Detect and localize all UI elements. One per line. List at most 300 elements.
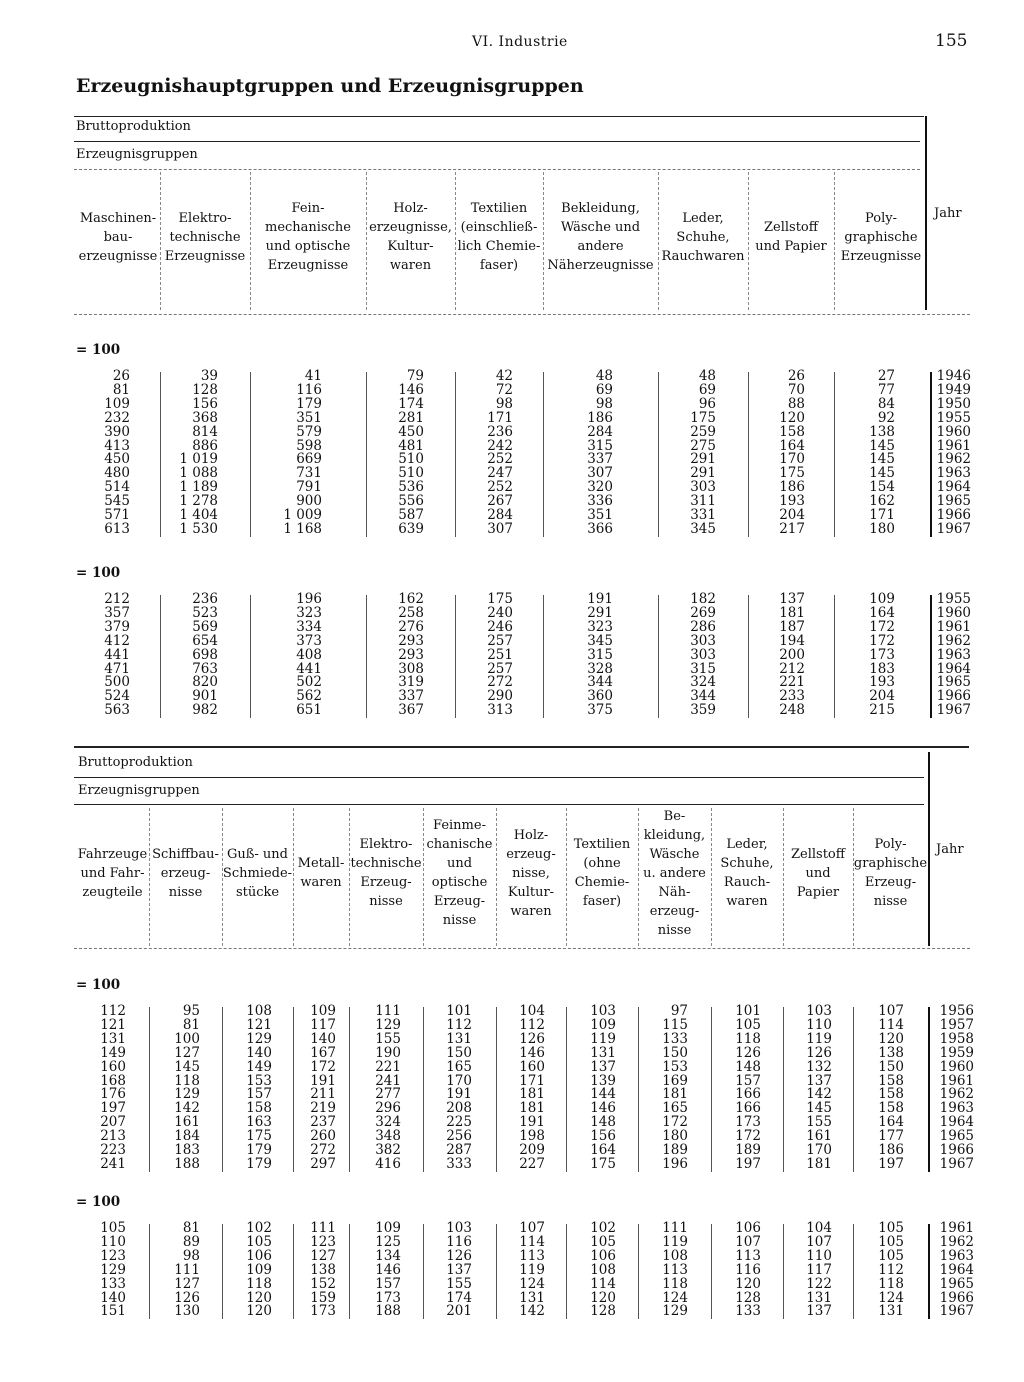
table2-header-divider-0 bbox=[149, 808, 150, 946]
table2-cell: 137 bbox=[590, 1058, 616, 1075]
table2-cell: 177 bbox=[878, 1128, 904, 1145]
table1-cell: 196 bbox=[296, 591, 322, 607]
table1-cell: 587 bbox=[398, 507, 424, 523]
table2-cell: 102 bbox=[590, 1220, 616, 1236]
table1-cell: 187 bbox=[779, 618, 805, 635]
table1-cell: 901 bbox=[192, 688, 218, 705]
table2-cell: 110 bbox=[100, 1233, 126, 1250]
table1-cell: 170 bbox=[779, 451, 805, 468]
table1-cell: 315 bbox=[690, 660, 716, 677]
table2-cell: 153 bbox=[662, 1058, 688, 1075]
table1-cell: 351 bbox=[296, 409, 322, 426]
table2-cell: 146 bbox=[519, 1044, 545, 1061]
table2-cell: 223 bbox=[100, 1142, 126, 1158]
table2-col-header-10: Zellstoff und Papier bbox=[791, 846, 845, 900]
table2-cell: 125 bbox=[375, 1233, 401, 1250]
table2-cell: 121 bbox=[100, 1016, 126, 1033]
table2-cell: 104 bbox=[519, 1003, 545, 1019]
table2-col-header-8: Be- kleidung, Wäsche u. andere Näh- erzeug- nisse bbox=[643, 808, 706, 938]
table2-col-header-5: Feinme- chanische und optische Erzeug- nisse bbox=[426, 818, 493, 928]
table2-year-cell: 1967 bbox=[939, 1303, 974, 1320]
table1-cell: 291 bbox=[690, 451, 716, 468]
table2-cell: 166 bbox=[735, 1086, 761, 1103]
table1-cell: 81 bbox=[112, 381, 130, 398]
table1-header-divider-2 bbox=[366, 172, 367, 310]
table1-cell: 556 bbox=[398, 493, 424, 510]
table2-cell: 142 bbox=[174, 1100, 200, 1117]
table1-cell: 48 bbox=[595, 368, 613, 384]
table1-cell: 193 bbox=[869, 674, 895, 691]
table2-cell: 197 bbox=[100, 1100, 126, 1117]
table1-cell: 1 278 bbox=[179, 493, 218, 510]
table2-cell: 157 bbox=[375, 1275, 401, 1292]
table2-cell: 181 bbox=[519, 1086, 545, 1103]
table1-block-0-divider-1 bbox=[250, 372, 251, 537]
table1-cell: 251 bbox=[487, 646, 513, 663]
table2-cell: 113 bbox=[735, 1247, 761, 1264]
table1-cell: 269 bbox=[690, 604, 716, 621]
table1-cell: 337 bbox=[587, 451, 613, 468]
table2-cell: 170 bbox=[806, 1142, 832, 1158]
table2-cell: 132 bbox=[806, 1058, 832, 1075]
table2-cell: 198 bbox=[519, 1128, 545, 1145]
table1-cell: 360 bbox=[587, 688, 613, 705]
table2-cell: 208 bbox=[446, 1100, 472, 1117]
table2-cell: 131 bbox=[878, 1303, 904, 1320]
table1-cell: 145 bbox=[869, 465, 895, 482]
table2-cell: 152 bbox=[310, 1275, 336, 1292]
table1-cell: 337 bbox=[398, 688, 424, 705]
table2-cell: 161 bbox=[806, 1128, 832, 1145]
table1-cell: 98 bbox=[495, 395, 513, 412]
table2-cell: 133 bbox=[662, 1030, 688, 1047]
table1-cell: 109 bbox=[104, 395, 130, 412]
table1-cell: 336 bbox=[587, 493, 613, 510]
table1-cell: 1 189 bbox=[179, 479, 218, 496]
table2-cell: 127 bbox=[310, 1247, 336, 1264]
table2-cell: 227 bbox=[519, 1155, 545, 1172]
table2-col-header-1: Schiffbau- erzeug- nisse bbox=[152, 846, 219, 900]
table2-cell: 170 bbox=[446, 1072, 472, 1089]
table2-year-cell: 1959 bbox=[939, 1044, 974, 1061]
table1-year-cell: 1960 bbox=[936, 604, 971, 621]
table1-header-divider-7 bbox=[834, 172, 835, 310]
table1-cell: 331 bbox=[690, 507, 716, 523]
table1-cell: 328 bbox=[587, 660, 613, 677]
table1-year-cell: 1967 bbox=[936, 702, 971, 719]
table1-cell: 42 bbox=[495, 368, 513, 384]
table1-cell: 145 bbox=[869, 437, 895, 454]
table2-cell: 142 bbox=[806, 1086, 832, 1103]
table2-col-header-3: Metall- waren bbox=[297, 856, 345, 890]
table2-cell: 150 bbox=[446, 1044, 472, 1061]
table2-cell: 117 bbox=[310, 1016, 336, 1033]
table2-year-cell: 1963 bbox=[939, 1247, 974, 1264]
table2-cell: 101 bbox=[735, 1003, 761, 1019]
table2-cell: 221 bbox=[375, 1058, 401, 1075]
table1-cell: 368 bbox=[192, 409, 218, 426]
table1-cell: 252 bbox=[487, 451, 513, 468]
table2-header-divider-8 bbox=[711, 808, 712, 946]
table1-cell: 154 bbox=[869, 479, 895, 496]
table1-col-header-4: Textilien (einschließ- lich Chemie- faser) bbox=[457, 201, 541, 273]
table1-cell: 324 bbox=[690, 674, 716, 691]
table1-cell: 120 bbox=[779, 409, 805, 426]
table1-cell: 480 bbox=[104, 465, 130, 482]
table1-cell: 217 bbox=[779, 520, 805, 537]
table1-cell: 450 bbox=[104, 451, 130, 468]
table2-year-cell: 1965 bbox=[939, 1128, 974, 1145]
table1-cell: 252 bbox=[487, 479, 513, 496]
table1-cell: 345 bbox=[587, 632, 613, 649]
table2-cell: 164 bbox=[590, 1142, 616, 1158]
table1-cell: 39 bbox=[200, 368, 218, 384]
table2-cell: 149 bbox=[246, 1058, 272, 1075]
table1-cell: 174 bbox=[398, 395, 424, 412]
table1-cell: 698 bbox=[192, 646, 218, 663]
table2-cell: 119 bbox=[519, 1261, 545, 1278]
table1-cell: 175 bbox=[779, 465, 805, 482]
table2-cell: 173 bbox=[375, 1289, 401, 1306]
table2-cell: 272 bbox=[310, 1142, 336, 1158]
table2-cell: 181 bbox=[662, 1086, 688, 1103]
table1-cell: 1 404 bbox=[179, 507, 218, 523]
table2-cell: 197 bbox=[735, 1155, 761, 1172]
table1-cell: 204 bbox=[869, 688, 895, 705]
table1-cell: 982 bbox=[192, 702, 218, 719]
table2-cell: 237 bbox=[310, 1114, 336, 1131]
table2-cell: 126 bbox=[174, 1289, 200, 1306]
table2-cell: 106 bbox=[590, 1247, 616, 1264]
table2-cell: 121 bbox=[246, 1016, 272, 1033]
table2-cell: 165 bbox=[662, 1100, 688, 1117]
table1-cell: 84 bbox=[877, 395, 895, 412]
table1-cell: 27 bbox=[877, 368, 895, 384]
table1-col-header-7: Zellstoff und Papier bbox=[755, 220, 827, 254]
table2-cell: 131 bbox=[519, 1289, 545, 1306]
table2-cell: 348 bbox=[375, 1128, 401, 1145]
table1-cell: 344 bbox=[587, 674, 613, 691]
table1-cell: 375 bbox=[587, 702, 613, 719]
table2-cell: 120 bbox=[735, 1275, 761, 1292]
table2-cell: 158 bbox=[878, 1086, 904, 1103]
table2-cell: 119 bbox=[590, 1030, 616, 1047]
table2-cell: 119 bbox=[662, 1233, 688, 1250]
table1-cell: 291 bbox=[690, 465, 716, 482]
table1-year-cell: 1955 bbox=[936, 409, 971, 426]
table2-cell: 153 bbox=[246, 1072, 272, 1089]
table1-cell: 233 bbox=[779, 688, 805, 705]
table2-col-header-2: Guß- und Schmiede- stücke bbox=[222, 846, 293, 900]
table2-year-header: Jahr bbox=[936, 842, 964, 857]
table2-cell: 131 bbox=[590, 1044, 616, 1061]
table1-cell: 257 bbox=[487, 632, 513, 649]
table1-year-cell: 1966 bbox=[936, 507, 971, 523]
table2-cell: 109 bbox=[310, 1003, 336, 1019]
table1-cell: 215 bbox=[869, 702, 895, 719]
table1-cell: 171 bbox=[487, 409, 513, 426]
table2-cell: 128 bbox=[735, 1289, 761, 1306]
table2-cell: 105 bbox=[100, 1220, 126, 1236]
table2-cell: 161 bbox=[174, 1114, 200, 1131]
table1-cell: 313 bbox=[487, 702, 513, 719]
table1-cell: 886 bbox=[192, 437, 218, 454]
table1-cell: 172 bbox=[869, 632, 895, 649]
table1-cell: 96 bbox=[698, 395, 716, 412]
table2-cell: 201 bbox=[446, 1303, 472, 1320]
table1-label-groups: Erzeugnisgruppen bbox=[76, 147, 198, 162]
table2-cell: 241 bbox=[100, 1155, 126, 1172]
table1-col-header-5: Bekleidung, Wäsche und andere Näherzeugnisse bbox=[547, 201, 654, 273]
table2-cell: 110 bbox=[806, 1247, 832, 1264]
table2-cell: 196 bbox=[662, 1155, 688, 1172]
table1-cell: 72 bbox=[495, 381, 513, 398]
table2-year-cell: 1961 bbox=[939, 1220, 974, 1236]
table1-cell: 248 bbox=[779, 702, 805, 719]
table2-cell: 89 bbox=[182, 1233, 200, 1250]
table1-year-cell: 1949 bbox=[936, 381, 971, 398]
table2-year-cell: 1965 bbox=[939, 1275, 974, 1292]
table2-cell: 110 bbox=[806, 1016, 832, 1033]
table2-cell: 188 bbox=[174, 1155, 200, 1172]
table2-cell: 100 bbox=[174, 1030, 200, 1047]
table2-cell: 169 bbox=[662, 1072, 688, 1089]
table2-cell: 107 bbox=[806, 1233, 832, 1250]
table1-cell: 284 bbox=[487, 507, 513, 523]
table1-cell: 373 bbox=[296, 632, 322, 649]
table1-cell: 267 bbox=[487, 493, 513, 510]
table2-cell: 146 bbox=[375, 1261, 401, 1278]
table1-cell: 138 bbox=[869, 423, 895, 440]
table2-cell: 111 bbox=[174, 1261, 200, 1278]
table2-cell: 129 bbox=[662, 1303, 688, 1320]
table2-year-cell: 1956 bbox=[939, 1003, 974, 1019]
table1-cell: 320 bbox=[587, 479, 613, 496]
table2-cell: 133 bbox=[100, 1275, 126, 1292]
table2-cell: 104 bbox=[806, 1220, 832, 1236]
table1-cell: 175 bbox=[690, 409, 716, 426]
table2-cell: 168 bbox=[100, 1072, 126, 1089]
table1-cell: 308 bbox=[398, 660, 424, 677]
table2-year-divider bbox=[928, 752, 930, 946]
table2-year-cell: 1966 bbox=[939, 1289, 974, 1306]
table2-cell: 109 bbox=[246, 1261, 272, 1278]
table2-cell: 260 bbox=[310, 1128, 336, 1145]
table2-top-rule bbox=[74, 746, 969, 748]
table1-year-cell: 1955 bbox=[936, 591, 971, 607]
table2-cell: 171 bbox=[519, 1072, 545, 1089]
table1-cell: 359 bbox=[690, 702, 716, 719]
table1-cell: 194 bbox=[779, 632, 805, 649]
table1-cell: 1 019 bbox=[179, 451, 218, 468]
table1-cell: 598 bbox=[296, 437, 322, 454]
table2-header-divider-3 bbox=[349, 808, 350, 946]
table2-cell: 111 bbox=[310, 1220, 336, 1236]
table1-cell: 70 bbox=[787, 381, 805, 398]
table1-year-cell: 1960 bbox=[936, 423, 971, 440]
table2-cell: 114 bbox=[519, 1233, 545, 1250]
table1-cell: 182 bbox=[690, 591, 716, 607]
table2-cell: 183 bbox=[174, 1142, 200, 1158]
table1-cell: 145 bbox=[869, 451, 895, 468]
table2-cell: 120 bbox=[590, 1289, 616, 1306]
table1-cell: 763 bbox=[192, 660, 218, 677]
table2-cell: 112 bbox=[446, 1016, 472, 1033]
table2-cell: 111 bbox=[662, 1220, 688, 1236]
table2-cell: 131 bbox=[806, 1289, 832, 1306]
table1-year-cell: 1966 bbox=[936, 688, 971, 705]
table1-cell: 471 bbox=[104, 660, 130, 677]
table2-cell: 150 bbox=[662, 1044, 688, 1061]
table2-rule-3 bbox=[74, 804, 924, 805]
table1-cell: 242 bbox=[487, 437, 513, 454]
table2-cell: 180 bbox=[662, 1128, 688, 1145]
table2-cell: 113 bbox=[519, 1247, 545, 1264]
table2-cell: 163 bbox=[246, 1114, 272, 1131]
table2-cell: 160 bbox=[519, 1058, 545, 1075]
table2-cell: 190 bbox=[375, 1044, 401, 1061]
table2-cell: 131 bbox=[100, 1030, 126, 1047]
table1-cell: 290 bbox=[487, 688, 513, 705]
table2-cell: 159 bbox=[310, 1289, 336, 1306]
table1-cell: 900 bbox=[296, 493, 322, 510]
table2-cell: 107 bbox=[878, 1003, 904, 1019]
table1-cell: 510 bbox=[398, 465, 424, 482]
table2-cell: 191 bbox=[519, 1114, 545, 1131]
table1-cell: 379 bbox=[104, 618, 130, 635]
table2-year-cell: 1962 bbox=[939, 1086, 974, 1103]
table1-year-cell: 1964 bbox=[936, 479, 971, 496]
table1-cell: 162 bbox=[869, 493, 895, 510]
table2-cell: 140 bbox=[246, 1044, 272, 1061]
table1-cell: 204 bbox=[779, 507, 805, 523]
table2-col-header-4: Elektro- technische Erzeug- nisse bbox=[350, 837, 422, 909]
table2-cell: 181 bbox=[519, 1100, 545, 1117]
table2-year-cell: 1967 bbox=[939, 1155, 974, 1172]
table2-cell: 172 bbox=[735, 1128, 761, 1145]
table2-cell: 256 bbox=[446, 1128, 472, 1145]
table2-cell: 116 bbox=[446, 1233, 472, 1250]
table1-cell: 319 bbox=[398, 674, 424, 691]
table2-cell: 112 bbox=[519, 1016, 545, 1033]
table1-header-divider-5 bbox=[658, 172, 659, 310]
table2-cell: 296 bbox=[375, 1100, 401, 1117]
table2-cell: 126 bbox=[806, 1044, 832, 1061]
table1-cell: 286 bbox=[690, 618, 716, 635]
table1-cell: 1 088 bbox=[179, 465, 218, 482]
table2-header-divider-2 bbox=[293, 808, 294, 946]
table1-cell: 272 bbox=[487, 674, 513, 691]
table1-cell: 412 bbox=[104, 632, 130, 649]
table2-cell: 124 bbox=[519, 1275, 545, 1292]
table2-cell: 156 bbox=[590, 1128, 616, 1145]
table2-cell: 118 bbox=[246, 1275, 272, 1292]
table2-cell: 160 bbox=[100, 1058, 126, 1075]
table1-col-header-2: Fein- mechanische und optische Erzeugnisse bbox=[265, 201, 351, 273]
table2-block-1-base-label: = 100 bbox=[76, 1194, 121, 1210]
table1-cell: 164 bbox=[869, 604, 895, 621]
table2-cell: 155 bbox=[375, 1030, 401, 1047]
table2-cell: 209 bbox=[519, 1142, 545, 1158]
table2-label-production: Bruttoproduktion bbox=[78, 755, 193, 770]
table1-cell: 173 bbox=[869, 646, 895, 663]
table1-cell: 367 bbox=[398, 702, 424, 719]
table2-header-divider-1 bbox=[222, 808, 223, 946]
table2-cell: 106 bbox=[735, 1220, 761, 1236]
page-title: Erzeugnishauptgruppen und Erzeugnisgruppen bbox=[76, 75, 584, 97]
table2-cell: 105 bbox=[878, 1220, 904, 1236]
table1-cell: 69 bbox=[595, 381, 613, 398]
table1-cell: 500 bbox=[104, 674, 130, 691]
table2-cell: 382 bbox=[375, 1142, 401, 1158]
table2-cell: 133 bbox=[735, 1303, 761, 1320]
table2-cell: 148 bbox=[590, 1114, 616, 1131]
table2-cell: 179 bbox=[246, 1155, 272, 1172]
table1-cell: 232 bbox=[104, 409, 130, 426]
table1-cell: 293 bbox=[398, 646, 424, 663]
table2-col-header-0: Fahrzeuge und Fahr- zeugteile bbox=[77, 846, 148, 900]
table1-cell: 258 bbox=[398, 604, 424, 621]
table1-cell: 92 bbox=[877, 409, 895, 426]
table2-cell: 106 bbox=[246, 1247, 272, 1264]
table2-cell: 111 bbox=[375, 1003, 401, 1019]
table2-cell: 103 bbox=[590, 1003, 616, 1019]
table1-label-production: Bruttoproduktion bbox=[76, 119, 191, 134]
table1-cell: 179 bbox=[296, 395, 322, 412]
table2-cell: 114 bbox=[590, 1275, 616, 1292]
table1-cell: 450 bbox=[398, 423, 424, 440]
table1-year-cell: 1963 bbox=[936, 646, 971, 663]
table2-year-cell: 1963 bbox=[939, 1100, 974, 1117]
table1-header-bottom-rule bbox=[74, 314, 970, 315]
table1-rule-2 bbox=[74, 141, 920, 142]
table2-cell: 157 bbox=[246, 1086, 272, 1103]
table1-cell: 441 bbox=[296, 660, 322, 677]
table1-cell: 323 bbox=[587, 618, 613, 635]
table1-cell: 523 bbox=[192, 604, 218, 621]
table2-year-cell: 1960 bbox=[939, 1058, 974, 1075]
table1-header-divider-4 bbox=[543, 172, 544, 310]
table2-col-header-11: Poly- graphische Erzeug- nisse bbox=[853, 837, 928, 909]
table1-cell: 307 bbox=[587, 465, 613, 482]
table1-cell: 137 bbox=[779, 591, 805, 607]
table1-header-divider-6 bbox=[748, 172, 749, 310]
table1-cell: 344 bbox=[690, 688, 716, 705]
table2-cell: 108 bbox=[590, 1261, 616, 1278]
table1-year-cell: 1962 bbox=[936, 632, 971, 649]
table1-cell: 510 bbox=[398, 451, 424, 468]
table2-cell: 151 bbox=[100, 1303, 126, 1320]
table2-cell: 181 bbox=[806, 1155, 832, 1172]
table1-cell: 408 bbox=[296, 646, 322, 663]
table2-cell: 186 bbox=[878, 1142, 904, 1158]
table1-cell: 175 bbox=[487, 591, 513, 607]
table1-col-header-8: Poly- graphische Erzeugnisse bbox=[840, 210, 922, 264]
table2-rule-2 bbox=[74, 777, 924, 778]
table2-header-divider-7 bbox=[638, 808, 639, 946]
table1-header-divider-3 bbox=[455, 172, 456, 310]
table1-cell: 413 bbox=[104, 437, 130, 454]
table2-cell: 277 bbox=[375, 1086, 401, 1103]
table2-cell: 158 bbox=[246, 1100, 272, 1117]
table2-cell: 175 bbox=[590, 1155, 616, 1172]
table1-cell: 146 bbox=[398, 381, 424, 398]
table1-cell: 236 bbox=[192, 591, 218, 607]
table2-cell: 105 bbox=[246, 1233, 272, 1250]
table2-cell: 120 bbox=[246, 1289, 272, 1306]
table1-cell: 212 bbox=[104, 591, 130, 607]
table1-cell: 514 bbox=[104, 479, 130, 496]
